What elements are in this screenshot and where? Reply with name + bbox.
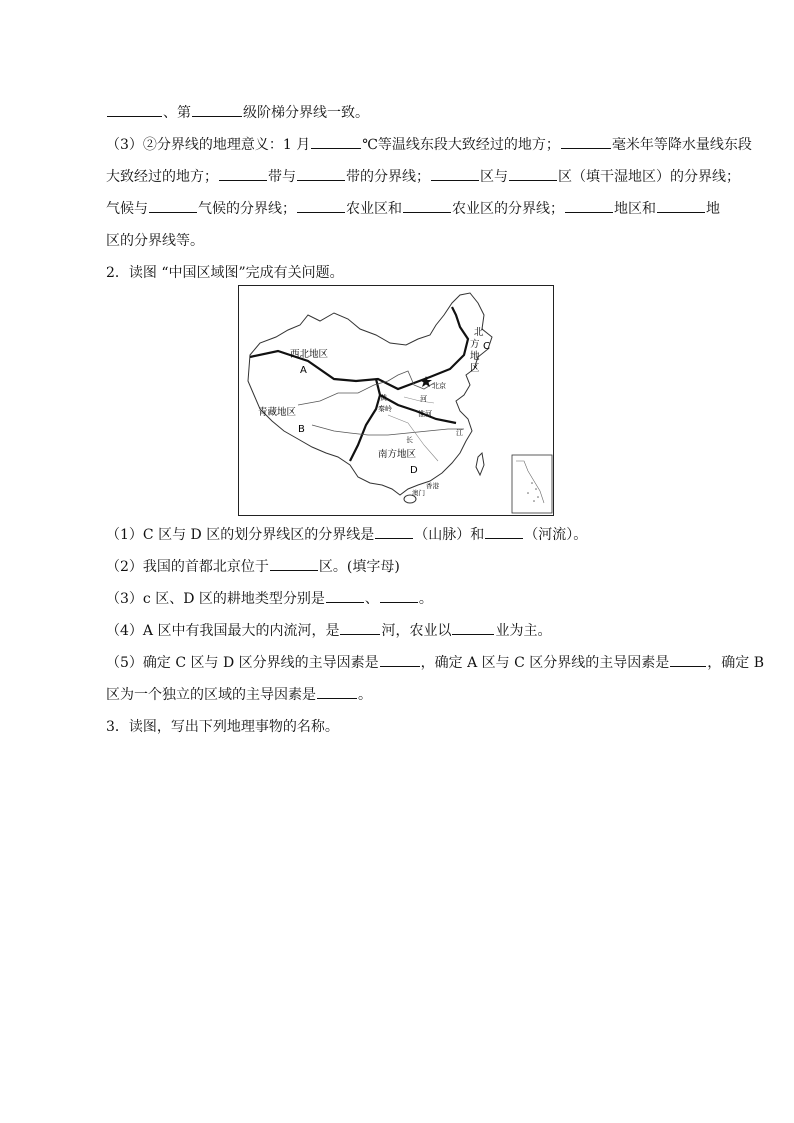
answer-blank[interactable] [561, 134, 611, 149]
label-a: A [300, 365, 307, 376]
answer-blank[interactable] [270, 556, 318, 571]
q2-sub-3: （3）c 区、D 区的耕地类型分别是 、 。 [106, 588, 433, 610]
answer-blank[interactable] [107, 102, 162, 117]
label-north-2: 方 [470, 339, 480, 350]
q1-3-line-2: 大致经过的地方； 带与 带的分界线； 区与 区（填干湿地区）的分界线； [106, 166, 740, 188]
q3-intro: 3．读图，写出下列地理事物的名称。 [106, 719, 339, 735]
answer-blank[interactable] [565, 198, 613, 213]
answer-blank[interactable] [297, 166, 345, 181]
map-svg [238, 285, 554, 516]
label-qinling: 秦岭 [378, 405, 392, 413]
label-chang: 长 [406, 436, 413, 444]
label-c: C [483, 341, 490, 352]
q2-sub-4: （4）A 区中有我国最大的内流河，是 河，农业以 业为主。 [106, 620, 551, 642]
answer-blank[interactable] [657, 198, 705, 213]
answer-blank[interactable] [431, 166, 479, 181]
china-region-map [238, 285, 554, 516]
answer-blank[interactable] [509, 166, 557, 181]
q2-sub-5-line-2: 区为一个独立的区域的主导因素是 。 [106, 684, 372, 706]
label-b: B [298, 424, 305, 435]
label-hongkong: 香港 [426, 482, 439, 490]
answer-blank[interactable] [192, 102, 242, 117]
answer-blank[interactable] [219, 166, 267, 181]
answer-blank[interactable] [452, 620, 494, 635]
label-beijing: 北京 [432, 382, 446, 390]
answer-blank[interactable] [375, 524, 413, 539]
answer-blank[interactable] [403, 198, 451, 213]
answer-blank[interactable] [317, 684, 357, 699]
q1-3-line-4: 区的分界线等。 [106, 233, 204, 249]
answer-blank[interactable] [485, 524, 523, 539]
q1-3-line-1: （3）②分界线的地理意义：1 月 ℃等温线东段大致经过的地方； 毫米年等降水量线东段 [106, 134, 752, 156]
south-china-sea-inset [512, 455, 552, 513]
answer-blank[interactable] [149, 198, 197, 213]
answer-blank[interactable] [380, 588, 418, 603]
q2-sub-5-line-1: （5）确定 C 区与 D 区分界线的主导因素是 ，确定 A 区与 C 区分界线的主导因素是 ，确定 B [106, 652, 764, 674]
answer-blank[interactable] [340, 620, 380, 635]
q2-sub-1: （1）C 区与 D 区的划分界线区的分界线是 （山脉）和 （河流）。 [106, 524, 587, 546]
q1-3-line-3: 气候与 气候的分界线； 农业区和 农业区的分界线； 地区和 地 [106, 198, 720, 220]
q2-intro: 2．读图 “中国区域图”完成有关问题。 [106, 265, 344, 281]
answer-blank[interactable] [311, 134, 361, 149]
answer-blank[interactable] [670, 652, 706, 667]
answer-blank[interactable] [297, 198, 345, 213]
label-huaihe: 淮河 [418, 410, 432, 418]
label-north-1: 北 [474, 327, 484, 338]
answer-blank[interactable] [380, 652, 420, 667]
label-he: 河 [420, 395, 427, 403]
label-jiang: 江 [456, 429, 463, 437]
label-north-4: 区 [470, 363, 480, 374]
label-d: D [410, 465, 418, 476]
q2-sub-2: （2）我国的首都北京位于 区。(填字母) [106, 556, 400, 578]
answer-blank[interactable] [326, 588, 364, 603]
label-north-3: 地 [470, 351, 480, 362]
label-south: 南方地区 [378, 449, 417, 460]
label-qinghai-tibet: 青藏地区 [258, 407, 297, 418]
label-macau: 澳门 [412, 489, 425, 497]
q1-tail-line: 、第 级阶梯分界线一致。 [106, 102, 369, 124]
label-huang: 黄 [380, 394, 387, 402]
label-northwest: 西北地区 [290, 349, 329, 360]
